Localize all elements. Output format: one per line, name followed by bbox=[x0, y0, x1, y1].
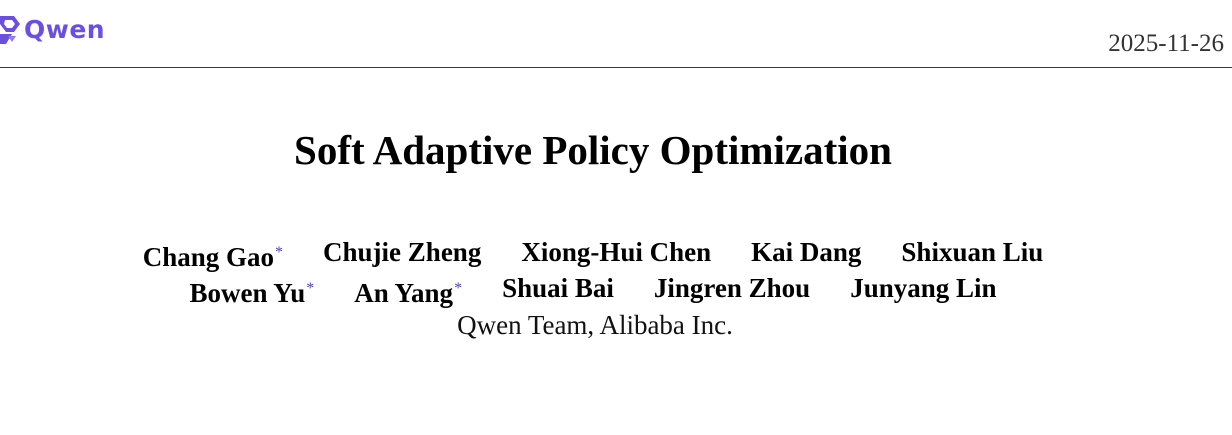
author-name-text: Xiong-Hui Chen bbox=[521, 237, 712, 267]
qwen-logo bbox=[0, 12, 105, 46]
author-name-text: Chujie Zheng bbox=[323, 237, 482, 267]
affiliation: Qwen Team, Alibaba Inc. bbox=[457, 310, 733, 340]
author-name-text: Chang Gao bbox=[142, 242, 275, 272]
author-line-1 bbox=[0, 237, 1186, 273]
equal-contribution-mark: * bbox=[306, 280, 315, 297]
author-name-text: Jingren Zhou bbox=[653, 273, 811, 303]
logo-text: Qwen bbox=[24, 14, 106, 44]
author-name-text: Shuai Bai bbox=[502, 273, 614, 303]
equal-contribution-mark: * bbox=[454, 280, 463, 297]
author-name bbox=[189, 273, 314, 309]
author-name bbox=[850, 273, 996, 309]
author-name bbox=[654, 273, 810, 309]
equal-contribution-mark: * bbox=[275, 244, 284, 261]
paper-title: Soft Adaptive Policy Optimization bbox=[294, 127, 892, 173]
author-list bbox=[0, 237, 1186, 309]
author-name bbox=[502, 273, 614, 309]
author-name bbox=[323, 237, 481, 273]
author-name-text: Kai Dang bbox=[751, 237, 862, 267]
qwen-logo-icon bbox=[0, 12, 20, 46]
author-name-text: Bowen Yu bbox=[189, 278, 306, 308]
author-name bbox=[354, 273, 462, 309]
author-name bbox=[521, 237, 711, 273]
author-name-text: An Yang bbox=[354, 278, 454, 308]
author-line-2 bbox=[0, 273, 1186, 309]
author-name bbox=[751, 237, 861, 273]
page-header bbox=[0, 0, 1232, 68]
author-name bbox=[143, 237, 283, 273]
author-name-text: Shixuan Liu bbox=[901, 237, 1044, 267]
author-name bbox=[901, 237, 1043, 273]
author-name-text: Junyang Lin bbox=[850, 273, 997, 303]
publication-date: 2025-11-26 bbox=[1108, 30, 1224, 57]
